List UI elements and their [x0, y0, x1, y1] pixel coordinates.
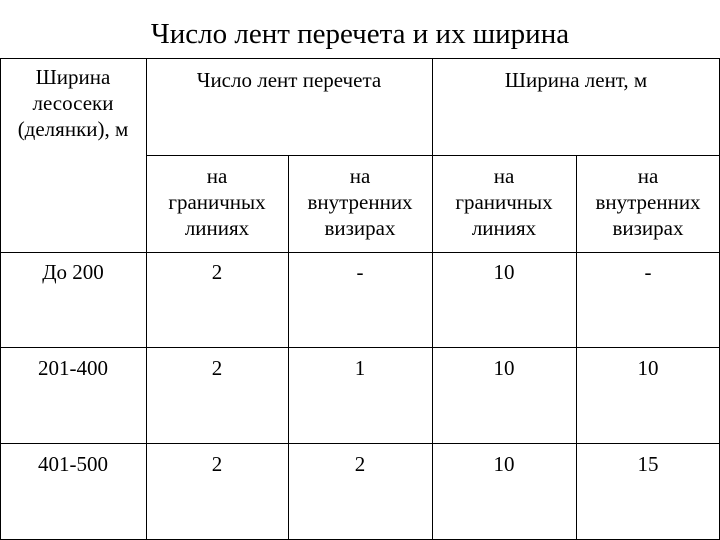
header-width-area-line: Ширина [35, 65, 111, 89]
header-width-group: Ширина лент, м [504, 68, 648, 92]
subheader-count-internal: на внутренних визирах [307, 164, 413, 240]
table-cell-range: 201-400 [38, 356, 108, 380]
table-cell-width-boundary: 10 [493, 452, 515, 476]
table-cell-count-boundary: 2 [211, 356, 223, 380]
table-cell-count-internal: - [356, 260, 364, 284]
row-divider [0, 347, 720, 348]
table-cell-width-boundary: 10 [493, 260, 515, 284]
subheader-count-boundary: на граничных линиях [168, 164, 266, 240]
table-cell-count-internal: 1 [354, 356, 366, 380]
page-title: Число лент перечета и их ширина [150, 18, 570, 50]
subheader-width-internal: на внутренних визирах [595, 164, 701, 240]
table-cell-count-boundary: 2 [211, 260, 223, 284]
header-width-area-line: лесосеки [32, 91, 114, 115]
table-border-top [0, 58, 720, 59]
row-divider [0, 252, 720, 253]
table-cell-width-internal: 10 [637, 356, 659, 380]
table-cell-range: 401-500 [38, 452, 108, 476]
header-divider [146, 155, 720, 156]
header-width-area-line: (делянки), м [17, 117, 129, 141]
table-cell-range: До 200 [42, 260, 104, 284]
header-width-area [0, 64, 146, 142]
table-cell-width-boundary: 10 [493, 356, 515, 380]
table-cell-count-boundary: 2 [211, 452, 223, 476]
row-divider [0, 443, 720, 444]
table-cell-width-internal: 15 [637, 452, 659, 476]
header-count-group: Число лент перечета [196, 68, 382, 92]
table-cell-width-internal: - [644, 260, 652, 284]
subheader-width-boundary: на граничных линиях [455, 164, 553, 240]
table-cell-count-internal: 2 [354, 452, 366, 476]
